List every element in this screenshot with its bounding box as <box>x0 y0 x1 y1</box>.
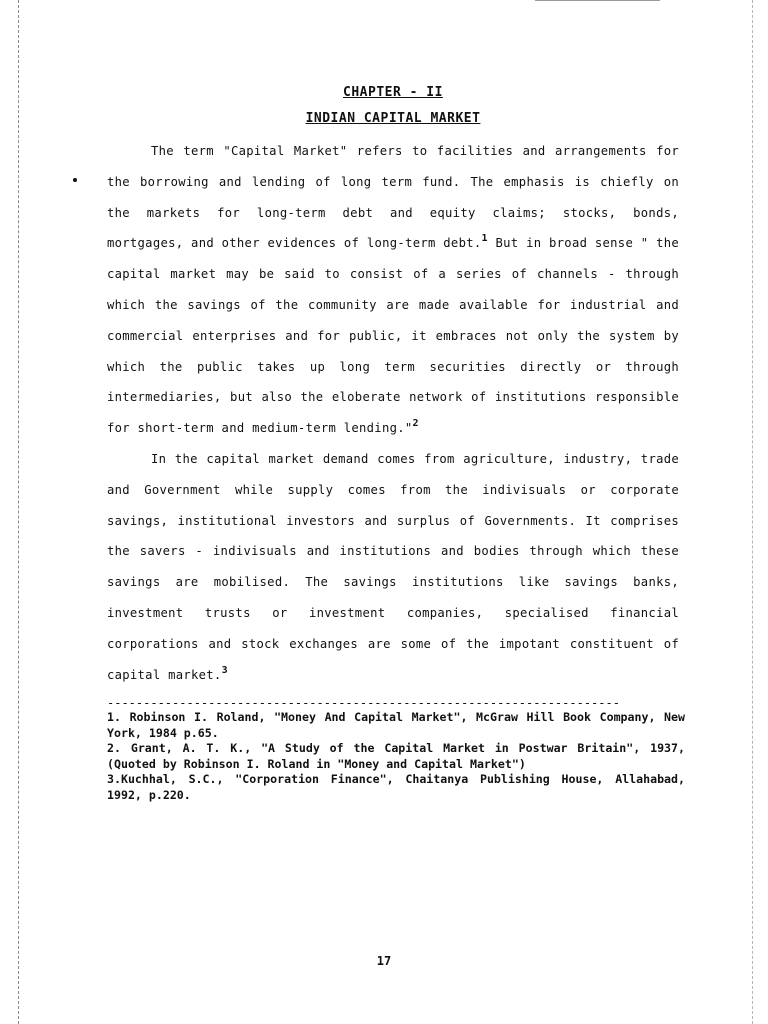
footnote-ref-3: 3 <box>221 664 228 676</box>
footnotes <box>107 710 685 803</box>
paragraph-1-text-a: The term "Capital Market" refers to facilities and arrangements for the borrowing and lending of long term fund. The emphasis is chiefly on the markets for long-term debt and equity claims; stocks, bonds, mortgages, and other evidences of long-term debt. <box>107 144 679 251</box>
footnote-3: 3.Kuchhal, S.C., "Corporation Finance", Chaitanya Publishing House, Allahabad, 1992, p.220. <box>107 772 685 802</box>
footnote-2: 2. Grant, A. T. K., "A Study of the Capital Market in Postwar Britain", 1937, (Quoted by Robinson I. Roland in "Money and Capital Market") <box>107 741 685 771</box>
paragraph-2 <box>107 444 679 690</box>
footnote-separator: ----------------------------------------------------------------------- <box>107 696 620 711</box>
scan-edge-left <box>18 0 20 1024</box>
chapter-title: INDIAN CAPITAL MARKET <box>305 111 481 126</box>
footnote-1: 1. Robinson I. Roland, "Money And Capital Market", McGraw Hill Book Company, New York, 1984 p.65. <box>107 710 685 740</box>
scan-edge-right <box>752 0 754 1024</box>
document-page <box>107 80 685 803</box>
footnote-ref-1: 1 <box>481 233 488 245</box>
scan-edge-top <box>535 0 660 2</box>
footnote-ref-2: 2 <box>412 418 419 430</box>
paragraph-1 <box>107 136 679 444</box>
body-text <box>107 136 679 690</box>
chapter-heading: CHAPTER - II <box>343 85 443 100</box>
page-number: 17 <box>376 954 392 968</box>
scan-speck <box>73 178 77 182</box>
paragraph-1-text-b: But in broad sense " the capital market may be said to consist of a series of channels - through which the savings of the community are made available for industrial and commercial enterprises and for public, it embraces not only the system by which the public takes up long term securities directly or through intermediaries, but also the eloberate network of institutions responsible for short-term and medium-term lending." <box>107 236 679 436</box>
paragraph-2-text: In the capital market demand comes from agriculture, industry, trade and Government while supply comes from the indivisuals or corporate savings, institutional investors and surplus of Governments. It comprises the savers - indivisuals and institutions and bodies through which these savings are mobilised. The savings institutions like savings banks, investment trusts or investment companies, specialised financial corporations and stock exchanges are some of the impotant constituent of capital market. <box>107 451 679 682</box>
